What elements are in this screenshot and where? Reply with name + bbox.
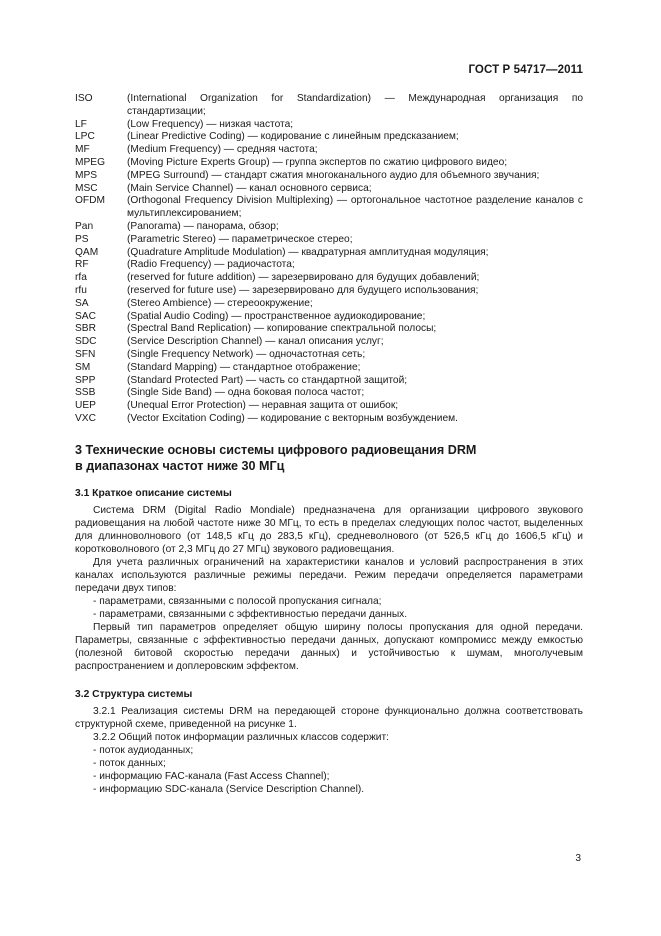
subsection-3-1-title: 3.1 Краткое описание системы (75, 488, 232, 499)
abbreviation-definition: (Orthogonal Frequency Division Multiplexing) — ортогональное частотное разделение каналов с мультиплексированием; (127, 195, 583, 220)
list-item: - информацию FAC-канала (Fast Access Channel); (93, 771, 330, 782)
abbreviation-row (75, 272, 583, 285)
abbreviation-definition: (International Organization for Standardization) — Международная организация по стандартизации; (127, 93, 583, 117)
paragraph: 3.2.2 Общий поток информации различных классов содержит: (93, 732, 389, 743)
abbreviation-row (75, 387, 583, 400)
page-number: 3 (575, 853, 581, 864)
list-item: - поток данных; (93, 758, 166, 769)
abbreviation-row (75, 311, 583, 324)
abbreviation-definition: (Standard Mapping) — стандартное отображение; (127, 361, 361, 373)
abbreviation-row (75, 349, 583, 362)
abbreviation-term: MPEG (75, 156, 106, 168)
abbreviation-definition: (Vector Excitation Coding) — кодирование с векторным возбуждением. (127, 412, 458, 424)
abbreviation-definition: (Single Side Band) — одна боковая полоса частот; (127, 387, 365, 399)
section-3-1-body (75, 504, 583, 673)
abbreviation-term: SM (75, 361, 91, 373)
section-3-title (75, 442, 585, 474)
abbreviation-row (75, 362, 583, 375)
abbreviation-row (75, 131, 583, 144)
abbreviation-row (75, 336, 583, 349)
abbreviation-term: SFN (75, 348, 96, 360)
abbreviation-definition: (Service Description Channel) — канал описания услуг; (127, 336, 384, 348)
abbreviation-row (75, 400, 583, 413)
abbreviation-definition: (Spectral Band Replication) — копирование спектральной полосы; (127, 323, 437, 335)
abbreviation-definition: (reserved for future use) — зарезервировано для будущего использования; (127, 284, 479, 296)
abbreviation-row (75, 259, 583, 272)
abbreviation-term: rfa (75, 272, 87, 284)
abbreviation-term: SDC (75, 336, 97, 348)
abbreviation-definition: (Stereo Ambience) — стереоокружение; (127, 297, 313, 309)
abbreviation-definition: (Spatial Audio Coding) — пространственное аудиокодирование; (127, 310, 426, 322)
abbreviation-definition: (Medium Frequency) — средняя частота; (127, 144, 318, 156)
abbreviation-term: LF (75, 118, 87, 130)
abbreviation-term: ISO (75, 93, 93, 104)
section-3-title-line2: в диапазонах частот ниже 30 МГц (75, 459, 285, 473)
abbreviation-term: VXC (75, 412, 96, 424)
abbreviation-term: SPP (75, 374, 96, 386)
abbreviation-definition: (Low Frequency) — низкая частота; (127, 118, 294, 130)
abbreviation-term: PS (75, 233, 89, 245)
paragraph: Для учета различных ограничений на характеристики каналов и условий распространения в этих каналах используются различные режимы передачи. Режим передачи определяется параметрами передачи двух типов: (75, 557, 583, 594)
paragraph: 3.2.1 Реализация системы DRM на передающей стороне функционально должна соответствовать структурной схеме, приведенной на рисунке 1. (75, 706, 583, 730)
abbreviation-row (75, 221, 583, 234)
abbreviation-term: rfu (75, 284, 87, 296)
abbreviation-definition: (Quadrature Amplitude Modulation) — квадратурная амплитудная модуляция; (127, 246, 489, 258)
abbreviation-row (75, 93, 583, 119)
subsection-3-2-title: 3.2 Структура системы (75, 689, 193, 700)
abbreviation-row (75, 157, 583, 170)
section-3-2-body (75, 705, 583, 796)
abbreviation-row (75, 375, 583, 388)
abbreviation-row (75, 413, 583, 426)
abbreviation-row (75, 234, 583, 247)
abbreviation-definition: (Single Frequency Network) — одночастотная сеть; (127, 348, 366, 360)
list-item: - параметрами, связанными с эффективностью передачи данных. (93, 609, 408, 620)
abbreviation-definition: (Parametric Stereo) — параметрическое стерео; (127, 233, 353, 245)
abbreviation-term: OFDM (75, 195, 105, 207)
abbreviation-term: SSB (75, 387, 96, 399)
abbreviation-term: LPC (75, 131, 95, 143)
abbreviation-term: MSC (75, 182, 98, 194)
abbreviation-definition: (Linear Predictive Coding) — кодирование с линейным предсказанием; (127, 131, 459, 143)
abbreviation-row (75, 144, 583, 157)
abbreviation-row (75, 119, 583, 132)
abbreviation-definition: (reserved for future addition) — зарезервировано для будущих добавлений; (127, 272, 480, 284)
abbreviation-definition: (Standard Protected Part) — часть со стандартной защитой; (127, 374, 408, 386)
paragraph: Первый тип параметров определяет общую ширину полосы пропускания для одной передачи. Параметры, связанные с эффективностью передачи данных, допускают компромисс между емкостью (полезной битовой скоростью передачи данных) и устойчивостью к шумам, многолучевым распространением и доплеровским эффектом. (75, 622, 583, 672)
abbreviation-list (75, 93, 583, 426)
abbreviation-row (75, 170, 583, 183)
abbreviation-definition: (Radio Frequency) — радиочастота; (127, 259, 295, 271)
abbreviation-term: UEP (75, 400, 96, 412)
abbreviation-term: MPS (75, 169, 98, 181)
document-header: ГОСТ Р 54717—2011 (468, 64, 583, 76)
list-item: - информацию SDC-канала (Service Description Channel). (93, 784, 365, 795)
abbreviation-row (75, 195, 583, 221)
abbreviation-term: MF (75, 144, 90, 156)
abbreviation-definition: (Main Service Channel) — канал основного сервиса; (127, 182, 372, 194)
list-item: - параметрами, связанными с полосой пропускания сигнала; (93, 596, 382, 607)
abbreviation-term: SA (75, 297, 89, 309)
abbreviation-term: RF (75, 259, 89, 271)
abbreviation-term: SAC (75, 310, 96, 322)
abbreviation-definition: (Unequal Error Protection) — неравная защита от ошибок; (127, 400, 399, 412)
abbreviation-row (75, 247, 583, 260)
abbreviation-term: SBR (75, 323, 96, 335)
abbreviation-row (75, 183, 583, 196)
abbreviation-row (75, 285, 583, 298)
list-item: - поток аудиоданных; (93, 745, 194, 756)
abbreviation-term: QAM (75, 246, 99, 258)
abbreviation-definition: (MPEG Surround) — стандарт сжатия многоканального аудио для объемного звучания; (127, 169, 540, 181)
abbreviation-row (75, 323, 583, 336)
section-3-title-line1: 3 Технические основы системы цифрового радиовещания DRM (75, 443, 477, 457)
abbreviation-definition: (Moving Picture Experts Group) — группа экспертов по сжатию цифрового видео; (127, 156, 508, 168)
abbreviation-term: Pan (75, 220, 94, 232)
abbreviation-row (75, 298, 583, 311)
abbreviation-definition: (Panorama) — панорама, обзор; (127, 220, 279, 232)
paragraph: Система DRM (Digital Radio Mondiale) предназначена для организации цифрового звукового радиовещания на любой частоте ниже 30 МГц, то есть в пределах следующих полос частот, выделенных для длинноволнового (от 148,5 кГц до 283,5 кГц), средневолнового (от 526,5 кГц до 1606,5 кГц) и коротковолнового (от 2,3 МГц до 27 МГц) звукового радиовещания. (75, 505, 583, 555)
